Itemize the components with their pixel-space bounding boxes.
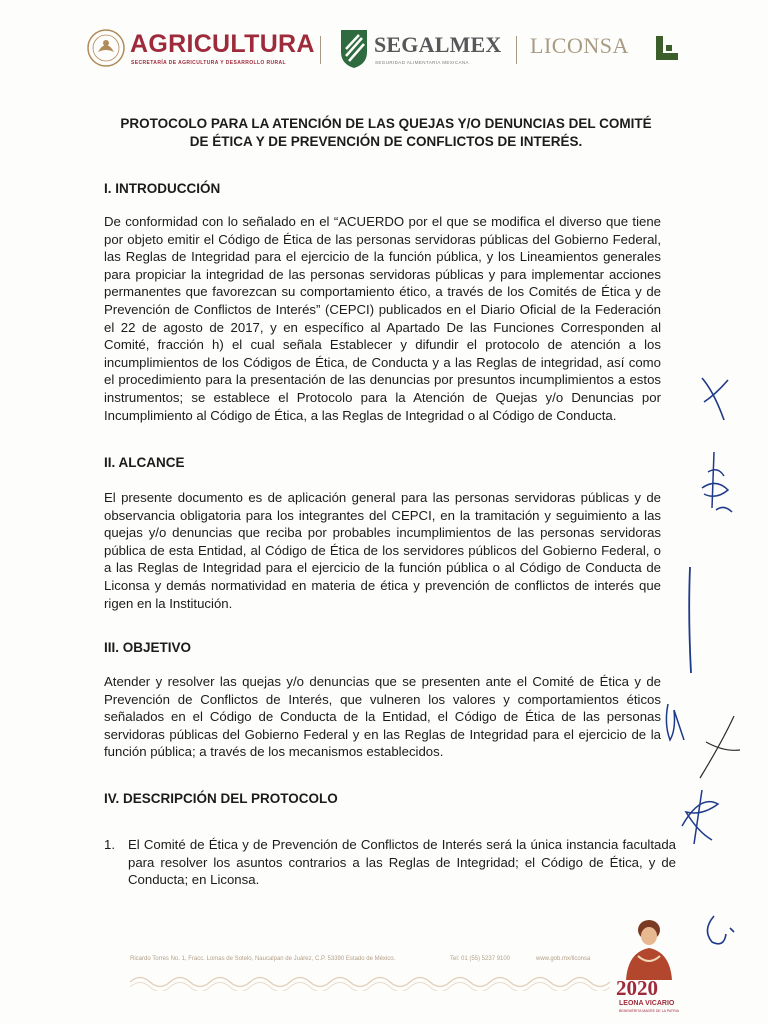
section-heading: I. INTRODUCCIÓN — [104, 181, 221, 196]
section-paragraph: De conformidad con lo señalado en el “ACUERDO por el que se modifica el diverso que tiene por objeto emitir el Código de Ética de las personas servidoras públicas del Gobierno Federal, las Reglas de Integridad para el ejercicio de la función pública, y los Lineamientos generales para propiciar la integridad de las personas servidoras públicas y para implementar acciones permanentes que favorezcan su comportamiento ético, a través de los Comités de Ética y de Prevención de Conflictos de Interés” (CEPCI) publicados en el Diario Oficial de la Federación el 22 de agosto de 2017, y en específico al Apartado De las Funciones Corresponden al Comité, fracción h) el cual señala Establecer y difundir el protocolo de atención a los incumplimientos de los Códigos de Ética, de Conducta y a las Reglas de integridad, así como el procedimiento para la presentación de las denuncias por presuntos incumplimientos a estos instrumentos; se establece el Protocolo para la Atención de Quejas y/o Denuncias por Incumplimiento al Código de Ética, a las Reglas de Integridad o al Código de Conducta. — [104, 214, 661, 423]
footer-leona-vicario: LEONA VICARIO — [619, 1000, 675, 1007]
footer-decorative-pattern — [130, 973, 610, 991]
section-paragraph: Atender y resolver las quejas y/o denuncias que se presenten ante el Comité de Ética y de Prevención de Conflictos de Interés, que vulneren los valores y comportamientos éticos señalados en el Código de Conducta de la Entidad, el Código de Ética de las personas servidoras públicas del Gobierno Federal y en las Reglas de Integridad para el ejercicio de la función pública; a través de los mecanismos establecidos. — [104, 674, 661, 760]
segalmex-shield-icon — [339, 26, 369, 70]
segalmex-logo-text: SEGALMEX — [374, 32, 502, 57]
footer-phone: Tel: 01 (55) 5237 9100 — [450, 956, 511, 962]
list-item-text: El Comité de Ética y de Prevención de Conflictos de Interés será la única instancia facultada para resolver los asuntos contrarios a las Reglas de Integridad; el Código de Ética, y de Conducta; en Liconsa. — [128, 837, 676, 888]
handwritten-initial — [700, 910, 740, 950]
footer-year: 2020 — [616, 976, 658, 1000]
handwritten-signature — [672, 786, 728, 846]
document-title: PROTOCOLO PARA LA ATENCIÓN DE LAS QUEJAS Y/O DENUNCIAS DEL COMITÉ DE ÉTICA Y DE PREVENCIÓN DE CONFLICTOS DE INTERÉS. — [120, 116, 652, 149]
agricultura-logo-text: AGRICULTURA — [130, 30, 315, 58]
mexico-seal-icon — [86, 28, 126, 68]
list-item-number: 1. — [104, 837, 115, 852]
agricultura-subtitle: SECRETARÍA DE AGRICULTURA Y DESARROLLO RURAL — [131, 60, 287, 66]
section-heading: III. OBJETIVO — [104, 640, 192, 655]
footer-leona-subtitle: BENEMÉRITA MADRE DE LA PATRIA — [619, 1009, 679, 1013]
letterhead — [86, 26, 696, 76]
handwritten-signature — [694, 448, 738, 518]
section-paragraph: El presente documento es de aplicación general para las personas servidoras públicas y de observancia obligatoria para los integrantes del CEPCI, en la tramitación y seguimiento a las quejas y/o denuncias que reciba por probables incumplimientos de las personas servidoras pública de esta Entidad, al Código de Ética de los servidores públicos del Gobierno Federal, o a las Reglas de Integridad para el ejercicio de la función pública o al Código de Conducta de Liconsa y demás normatividad en materia de ética y prevención de conflictos de interés que rigen en la Institución. — [104, 490, 661, 611]
handwritten-stroke — [680, 565, 700, 675]
liconsa-l-mark-icon — [656, 36, 682, 60]
logo-divider — [516, 36, 517, 64]
footer-website: www.gob.mx/liconsa — [536, 956, 591, 962]
handwritten-signature — [694, 712, 744, 782]
logo-divider — [320, 36, 321, 64]
liconsa-logo-text: LICONSA — [530, 33, 629, 58]
leona-vicario-portrait — [614, 916, 684, 982]
handwritten-initial — [662, 700, 688, 746]
section-heading: IV. DESCRIPCIÓN DEL PROTOCOLO — [104, 791, 338, 806]
handwritten-initial — [696, 372, 732, 424]
segalmex-subtitle: SEGURIDAD ALIMENTARIA MEXICANA — [375, 60, 469, 65]
section-heading: II. ALCANCE — [104, 455, 185, 470]
footer-address: Ricardo Torres No. 1, Fracc. Lomas de Sotelo, Naucalpan de Juárez, C.P. 53390 Estado de México. — [130, 956, 396, 962]
